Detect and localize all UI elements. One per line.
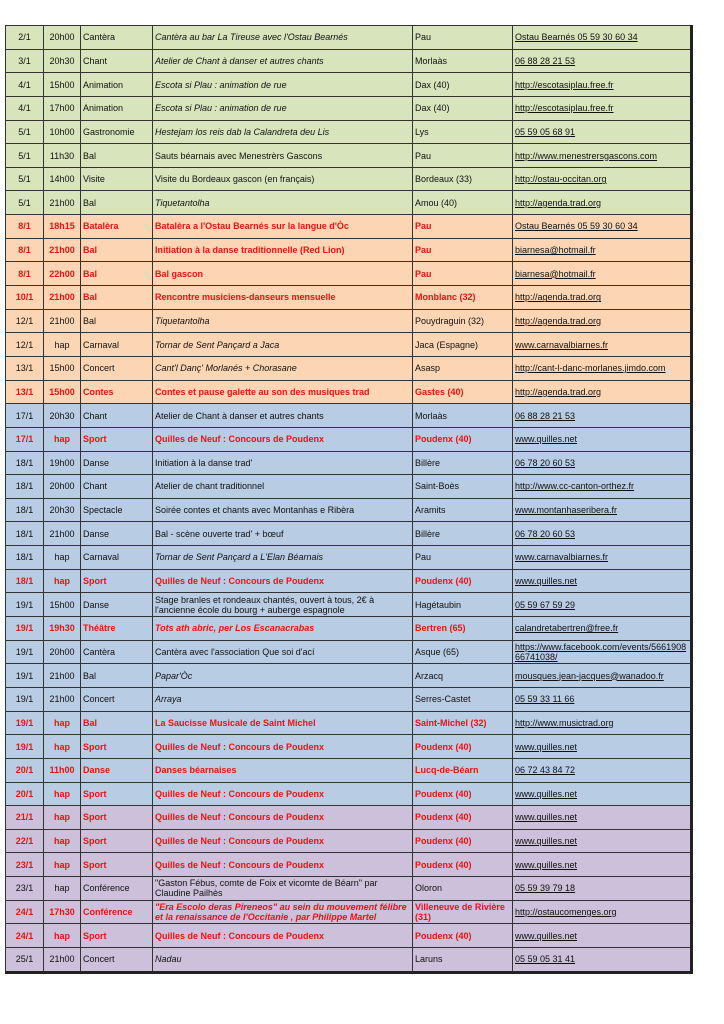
event-place-cell: Hagétaubin — [413, 593, 513, 617]
event-time-cell: 20h30 — [44, 49, 81, 73]
event-title-cell: Atelier de Chant à danser et autres chants — [153, 404, 413, 428]
event-title-cell: "Gaston Fébus, comte de Foix et vicomte de Béarn" par Claudine Pailhès — [153, 877, 413, 901]
event-date-cell: 3/1 — [6, 49, 44, 73]
event-time-cell: hap — [44, 427, 81, 451]
event-place-cell: Saint-Boès — [413, 475, 513, 499]
event-date-cell: 10/1 — [6, 286, 44, 310]
event-time-cell: hap — [44, 924, 81, 948]
event-date-cell: 5/1 — [6, 120, 44, 144]
event-contact-link[interactable]: http://agenda.trad.org — [513, 309, 692, 333]
event-time-cell: 21h00 — [44, 286, 81, 310]
event-time-cell: 21h00 — [44, 238, 81, 262]
event-time-cell: hap — [44, 782, 81, 806]
event-category-cell: Carnaval — [81, 333, 153, 357]
event-date-cell: 18/1 — [6, 522, 44, 546]
event-category-cell: Sport — [81, 427, 153, 451]
table-row — [6, 286, 692, 310]
table-row — [6, 687, 692, 711]
table-row — [6, 569, 692, 593]
event-title-cell: Quilles de Neuf : Concours de Poudenx — [153, 853, 413, 877]
event-category-cell: Contes — [81, 380, 153, 404]
event-category-cell: Sport — [81, 829, 153, 853]
event-category-cell: Gastronomie — [81, 120, 153, 144]
event-date-cell: 13/1 — [6, 356, 44, 380]
event-contact-link[interactable]: www.quilles.net — [513, 735, 692, 759]
event-time-cell: 11h00 — [44, 758, 81, 782]
event-contact-link[interactable]: biarnesa@hotmail.fr — [513, 238, 692, 262]
event-category-cell: Bal — [81, 144, 153, 168]
event-title-cell: Bal - scène ouverte trad' + bœuf — [153, 522, 413, 546]
event-place-cell: Asasp — [413, 356, 513, 380]
event-place-cell: Jaca (Espagne) — [413, 333, 513, 357]
event-date-cell: 22/1 — [6, 829, 44, 853]
table-row — [6, 451, 692, 475]
event-date-cell: 23/1 — [6, 853, 44, 877]
event-place-cell: Poudenx (40) — [413, 806, 513, 830]
event-date-cell: 2/1 — [6, 26, 44, 50]
event-time-cell: 17h30 — [44, 900, 81, 924]
event-time-cell: 21h00 — [44, 309, 81, 333]
event-time-cell: hap — [44, 853, 81, 877]
event-time-cell: hap — [44, 735, 81, 759]
event-title-cell: Quilles de Neuf : Concours de Poudenx — [153, 924, 413, 948]
event-time-cell: 17h00 — [44, 96, 81, 120]
table-row — [6, 238, 692, 262]
event-time-cell: hap — [44, 877, 81, 901]
event-date-cell: 4/1 — [6, 73, 44, 97]
event-contact-link[interactable]: www.carnavalbiarnes.fr — [513, 546, 692, 570]
event-date-cell: 19/1 — [6, 664, 44, 688]
event-place-cell: Pau — [413, 215, 513, 239]
event-category-cell: Concert — [81, 356, 153, 380]
event-category-cell: Sport — [81, 782, 153, 806]
table-row — [6, 664, 692, 688]
event-date-cell: 18/1 — [6, 475, 44, 499]
table-row — [6, 96, 692, 120]
event-title-cell: Escota si Plau : animation de rue — [153, 96, 413, 120]
event-contact-link[interactable]: 06 88 28 21 53 — [513, 404, 692, 428]
event-place-cell: Poudenx (40) — [413, 427, 513, 451]
event-date-cell: 25/1 — [6, 947, 44, 972]
event-category-cell: Sport — [81, 806, 153, 830]
event-place-cell: Morlaàs — [413, 49, 513, 73]
table-row — [6, 309, 692, 333]
event-title-cell: Tiquetantolha — [153, 191, 413, 215]
event-time-cell: 20h30 — [44, 498, 81, 522]
event-contact-link[interactable]: 05 59 05 68 91 — [513, 120, 692, 144]
event-title-cell: Tornar de Sent Pançard a L'Elan Béarnais — [153, 546, 413, 570]
event-date-cell: 20/1 — [6, 758, 44, 782]
event-place-cell: Laruns — [413, 947, 513, 972]
table-row — [6, 758, 692, 782]
event-place-cell: Dax (40) — [413, 96, 513, 120]
event-place-cell: Poudenx (40) — [413, 829, 513, 853]
event-date-cell: 5/1 — [6, 191, 44, 215]
event-date-cell: 19/1 — [6, 593, 44, 617]
table-row — [6, 924, 692, 948]
event-category-cell: Carnaval — [81, 546, 153, 570]
event-category-cell: Animation — [81, 96, 153, 120]
event-contact-link[interactable]: https://www.facebook.com/events/566190866741038/ — [513, 640, 692, 664]
event-contact-link[interactable]: http://cant-l-danc-morlanes.jimdo.com — [513, 356, 692, 380]
event-contact-link[interactable]: www.quilles.net — [513, 427, 692, 451]
event-date-cell: 20/1 — [6, 782, 44, 806]
event-category-cell: Conférence — [81, 877, 153, 901]
event-title-cell: Soirée contes et chants avec Montanhas e Ribèra — [153, 498, 413, 522]
event-category-cell: Visite — [81, 167, 153, 191]
event-contact-link[interactable]: www.montanhaseribera.fr — [513, 498, 692, 522]
event-date-cell: 24/1 — [6, 900, 44, 924]
event-place-cell: Lys — [413, 120, 513, 144]
event-place-cell: Poudenx (40) — [413, 853, 513, 877]
event-date-cell: 19/1 — [6, 735, 44, 759]
event-contact-link[interactable]: calandretabertren@free.fr — [513, 617, 692, 641]
event-contact-link[interactable]: 05 59 05 31 41 — [513, 947, 692, 972]
event-title-cell: La Saucisse Musicale de Saint Michel — [153, 711, 413, 735]
event-place-cell: Poudenx (40) — [413, 735, 513, 759]
event-date-cell: 4/1 — [6, 96, 44, 120]
event-category-cell: Concert — [81, 687, 153, 711]
table-row — [6, 735, 692, 759]
event-date-cell: 8/1 — [6, 238, 44, 262]
event-category-cell: Spectacle — [81, 498, 153, 522]
event-contact-link[interactable]: www.carnavalbiarnes.fr — [513, 333, 692, 357]
event-category-cell: Bal — [81, 262, 153, 286]
event-time-cell: hap — [44, 806, 81, 830]
event-title-cell: Quilles de Neuf : Concours de Poudenx — [153, 806, 413, 830]
event-date-cell: 12/1 — [6, 333, 44, 357]
event-date-cell: 5/1 — [6, 144, 44, 168]
event-category-cell: Animation — [81, 73, 153, 97]
event-time-cell: 15h00 — [44, 380, 81, 404]
event-title-cell: Tiquetantolha — [153, 309, 413, 333]
table-row — [6, 782, 692, 806]
event-place-cell: Bertren (65) — [413, 617, 513, 641]
event-time-cell: hap — [44, 569, 81, 593]
event-contact-link[interactable]: Ostau Bearnés 05 59 30 60 34 — [513, 215, 692, 239]
event-contact-link[interactable]: http://agenda.trad.org — [513, 191, 692, 215]
event-date-cell: 19/1 — [6, 711, 44, 735]
event-title-cell: Rencontre musiciens-danseurs mensuelle — [153, 286, 413, 310]
event-title-cell: Quilles de Neuf : Concours de Poudenx — [153, 782, 413, 806]
event-contact-link[interactable]: 06 78 20 60 53 — [513, 522, 692, 546]
event-category-cell: Danse — [81, 451, 153, 475]
event-contact-link[interactable]: www.quilles.net — [513, 829, 692, 853]
event-date-cell: 18/1 — [6, 498, 44, 522]
event-title-cell: Sauts béarnais avec Menestrèrs Gascons — [153, 144, 413, 168]
event-place-cell: Monblanc (32) — [413, 286, 513, 310]
event-place-cell: Pau — [413, 144, 513, 168]
event-category-cell: Bal — [81, 191, 153, 215]
event-place-cell: Billère — [413, 451, 513, 475]
event-place-cell: Pau — [413, 262, 513, 286]
event-date-cell: 19/1 — [6, 687, 44, 711]
event-category-cell: Bal — [81, 238, 153, 262]
table-row — [6, 593, 692, 617]
event-title-cell: Batalèra a l'Ostau Bearnés sur la langue d'Òc — [153, 215, 413, 239]
event-title-cell: Stage branles et rondeaux chantés, ouvert à tous, 2€ à l'ancienne école du bourg + auberge espagnole — [153, 593, 413, 617]
event-place-cell: Pouydraguin (32) — [413, 309, 513, 333]
table-row — [6, 900, 692, 924]
event-time-cell: 21h00 — [44, 947, 81, 972]
event-time-cell: 19h30 — [44, 617, 81, 641]
event-contact-link[interactable]: biarnesa@hotmail.fr — [513, 262, 692, 286]
event-time-cell: 21h00 — [44, 191, 81, 215]
event-time-cell: 20h00 — [44, 26, 81, 50]
table-row — [6, 215, 692, 239]
event-contact-link[interactable]: www.quilles.net — [513, 853, 692, 877]
event-contact-link[interactable]: 06 78 20 60 53 — [513, 451, 692, 475]
event-time-cell: 21h00 — [44, 664, 81, 688]
table-row — [6, 380, 692, 404]
table-row — [6, 73, 692, 97]
event-title-cell: Quilles de Neuf : Concours de Poudenx — [153, 569, 413, 593]
event-contact-link[interactable]: http://agenda.trad.org — [513, 286, 692, 310]
event-time-cell: 18h15 — [44, 215, 81, 239]
event-date-cell: 24/1 — [6, 924, 44, 948]
table-row — [6, 333, 692, 357]
event-title-cell: Papar'Òc — [153, 664, 413, 688]
event-date-cell: 17/1 — [6, 427, 44, 451]
event-contact-link[interactable]: http://www.cc-canton-orthez.fr — [513, 475, 692, 499]
event-title-cell: Atelier de chant traditionnel — [153, 475, 413, 499]
event-date-cell: 8/1 — [6, 215, 44, 239]
event-category-cell: Bal — [81, 711, 153, 735]
event-place-cell: Bordeaux (33) — [413, 167, 513, 191]
event-title-cell: Cantèra avec l'association Que soi d'ací — [153, 640, 413, 664]
event-place-cell: Pau — [413, 26, 513, 50]
table-row — [6, 522, 692, 546]
event-date-cell: 19/1 — [6, 617, 44, 641]
event-time-cell: 22h00 — [44, 262, 81, 286]
event-title-cell: Danses béarnaises — [153, 758, 413, 782]
event-category-cell: Danse — [81, 758, 153, 782]
event-title-cell: Quilles de Neuf : Concours de Poudenx — [153, 735, 413, 759]
event-date-cell: 5/1 — [6, 167, 44, 191]
event-date-cell: 18/1 — [6, 546, 44, 570]
event-title-cell: Nadau — [153, 947, 413, 972]
event-date-cell: 12/1 — [6, 309, 44, 333]
table-row — [6, 144, 692, 168]
event-place-cell: Pau — [413, 238, 513, 262]
event-place-cell: Pau — [413, 546, 513, 570]
event-category-cell: Chant — [81, 404, 153, 428]
event-category-cell: Théâtre — [81, 617, 153, 641]
event-contact-link[interactable]: 05 59 39 79 18 — [513, 877, 692, 901]
table-row — [6, 877, 692, 901]
event-time-cell: hap — [44, 546, 81, 570]
event-place-cell: Gastes (40) — [413, 380, 513, 404]
event-time-cell: 19h00 — [44, 451, 81, 475]
event-place-cell: Dax (40) — [413, 73, 513, 97]
event-title-cell: Visite du Bordeaux gascon (en français) — [153, 167, 413, 191]
event-place-cell: Saint-Michel (32) — [413, 711, 513, 735]
event-time-cell: 11h30 — [44, 144, 81, 168]
event-category-cell: Chant — [81, 475, 153, 499]
event-contact-link[interactable]: http://www.musictrad.org — [513, 711, 692, 735]
event-time-cell: 20h30 — [44, 404, 81, 428]
event-title-cell: Cant'l Danç' Morlanés + Chorasane — [153, 356, 413, 380]
event-time-cell: hap — [44, 829, 81, 853]
event-time-cell: 15h00 — [44, 356, 81, 380]
event-contact-link[interactable]: 05 59 67 59 29 — [513, 593, 692, 617]
event-date-cell: 13/1 — [6, 380, 44, 404]
event-title-cell: Quilles de Neuf : Concours de Poudenx — [153, 829, 413, 853]
table-row — [6, 829, 692, 853]
event-category-cell: Conférence — [81, 900, 153, 924]
event-title-cell: Tornar de Sent Pançard a Jaca — [153, 333, 413, 357]
table-row — [6, 167, 692, 191]
event-category-cell: Concert — [81, 947, 153, 972]
event-title-cell: Cantèra au bar La Tireuse avec l'Ostau Bearnés — [153, 26, 413, 50]
event-category-cell: Sport — [81, 924, 153, 948]
event-contact-link[interactable]: 06 88 28 21 53 — [513, 49, 692, 73]
event-contact-link[interactable]: www.quilles.net — [513, 924, 692, 948]
event-category-cell: Batalèra — [81, 215, 153, 239]
event-place-cell: Poudenx (40) — [413, 569, 513, 593]
table-row — [6, 49, 692, 73]
table-row — [6, 947, 692, 972]
table-row — [6, 404, 692, 428]
table-row — [6, 191, 692, 215]
event-place-cell: Oloron — [413, 877, 513, 901]
table-row — [6, 475, 692, 499]
event-category-cell: Bal — [81, 286, 153, 310]
event-time-cell: 21h00 — [44, 522, 81, 546]
event-contact-link[interactable]: http://www.menestrersgascons.com — [513, 144, 692, 168]
event-category-cell: Danse — [81, 522, 153, 546]
event-place-cell: Morlaàs — [413, 404, 513, 428]
event-place-cell: Poudenx (40) — [413, 924, 513, 948]
event-title-cell: Atelier de Chant à danser et autres chants — [153, 49, 413, 73]
table-row — [6, 498, 692, 522]
event-category-cell: Chant — [81, 49, 153, 73]
event-place-cell: Serres-Castet — [413, 687, 513, 711]
event-place-cell: Billère — [413, 522, 513, 546]
event-category-cell: Cantèra — [81, 26, 153, 50]
event-date-cell: 8/1 — [6, 262, 44, 286]
event-contact-link[interactable]: http://escotasiplau.free.fr — [513, 73, 692, 97]
event-date-cell: 18/1 — [6, 451, 44, 475]
table-row — [6, 853, 692, 877]
table-row — [6, 546, 692, 570]
table-row — [6, 120, 692, 144]
table-row — [6, 356, 692, 380]
event-time-cell: 20h00 — [44, 475, 81, 499]
event-contact-link[interactable]: http://ostau-occitan.org — [513, 167, 692, 191]
table-row — [6, 26, 692, 50]
event-date-cell: 21/1 — [6, 806, 44, 830]
event-time-cell: 15h00 — [44, 73, 81, 97]
event-contact-link[interactable]: Ostau Bearnés 05 59 30 60 34 — [513, 26, 692, 50]
event-title-cell: Quilles de Neuf : Concours de Poudenx — [153, 427, 413, 451]
table-row — [6, 640, 692, 664]
events-table — [5, 25, 693, 974]
event-contact-link[interactable]: www.quilles.net — [513, 782, 692, 806]
event-date-cell: 19/1 — [6, 640, 44, 664]
event-contact-link[interactable]: www.quilles.net — [513, 569, 692, 593]
table-row — [6, 617, 692, 641]
event-time-cell: hap — [44, 711, 81, 735]
event-title-cell: Hestejam los reis dab la Calandreta deu Lis — [153, 120, 413, 144]
event-place-cell: Amou (40) — [413, 191, 513, 215]
event-place-cell: Poudenx (40) — [413, 782, 513, 806]
event-time-cell: hap — [44, 333, 81, 357]
event-contact-link[interactable]: mousques.jean-jacques@wanadoo.fr — [513, 664, 692, 688]
event-title-cell: Arraya — [153, 687, 413, 711]
event-time-cell: 10h00 — [44, 120, 81, 144]
event-time-cell: 15h00 — [44, 593, 81, 617]
event-date-cell: 23/1 — [6, 877, 44, 901]
event-title-cell: Tots ath abric, per Los Escanacrabas — [153, 617, 413, 641]
event-contact-link[interactable]: 06 72 43 84 72 — [513, 758, 692, 782]
table-row — [6, 427, 692, 451]
event-time-cell: 14h00 — [44, 167, 81, 191]
event-contact-link[interactable]: www.quilles.net — [513, 806, 692, 830]
event-category-cell: Danse — [81, 593, 153, 617]
event-category-cell: Cantèra — [81, 640, 153, 664]
event-title-cell: Initiation à la danse trad' — [153, 451, 413, 475]
event-category-cell: Bal — [81, 664, 153, 688]
table-row — [6, 262, 692, 286]
event-place-cell: Arzacq — [413, 664, 513, 688]
event-category-cell: Sport — [81, 735, 153, 759]
event-title-cell: "Era Escolo deras Pireneos" au sein du mouvement félibre et la renaissance de l'Occitanie , par Philippe Martel — [153, 900, 413, 924]
event-category-cell: Bal — [81, 309, 153, 333]
event-contact-link[interactable]: http://agenda.trad.org — [513, 380, 692, 404]
event-contact-link[interactable]: http://ostaucomenges.org — [513, 900, 692, 924]
event-title-cell: Initiation à la danse traditionnelle (Red Lion) — [153, 238, 413, 262]
event-place-cell: Aramits — [413, 498, 513, 522]
table-row — [6, 711, 692, 735]
event-contact-link[interactable]: 05 59 33 11 66 — [513, 687, 692, 711]
events-table-body — [6, 26, 692, 973]
table-row — [6, 806, 692, 830]
event-title-cell: Contes et pause galette au son des musiques trad — [153, 380, 413, 404]
event-category-cell: Sport — [81, 569, 153, 593]
event-date-cell: 18/1 — [6, 569, 44, 593]
event-place-cell: Villeneuve de Rivière (31) — [413, 900, 513, 924]
event-date-cell: 17/1 — [6, 404, 44, 428]
event-time-cell: 20h00 — [44, 640, 81, 664]
event-place-cell: Lucq-de-Béarn — [413, 758, 513, 782]
event-title-cell: Bal gascon — [153, 262, 413, 286]
event-contact-link[interactable]: http://escotasiplau.free.fr — [513, 96, 692, 120]
event-time-cell: 21h00 — [44, 687, 81, 711]
event-title-cell: Escota si Plau : animation de rue — [153, 73, 413, 97]
event-place-cell: Asque (65) — [413, 640, 513, 664]
event-category-cell: Sport — [81, 853, 153, 877]
